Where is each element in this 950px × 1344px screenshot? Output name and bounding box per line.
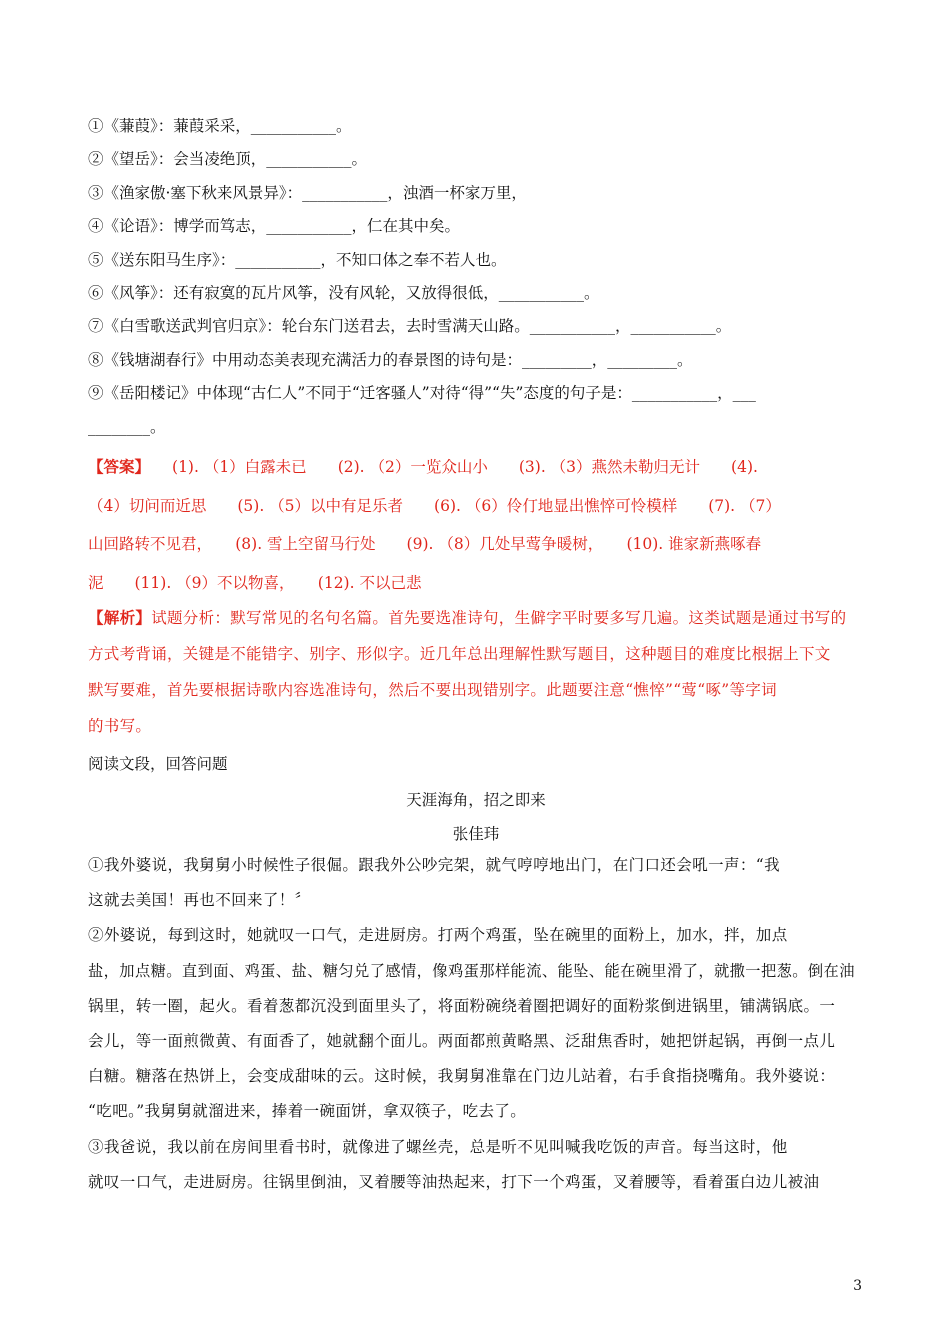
question-3: ③《渔家傲·塞下秋来风景异》：___________，浊酒一杯家万里， <box>88 183 527 202</box>
article-body <box>88 848 864 1200</box>
question-5: ⑤《送东阳马生序》：___________，不知口体之奉不若人也。 <box>88 250 507 269</box>
question-7: ⑦《白雪歌送武判官归京》：轮台东门送君去，去时雪满天山路。___________，___________。 <box>88 317 732 336</box>
answer-tag: 【答案】 <box>88 457 151 476</box>
paragraph-2-line-3: 锅里，转一圈，起火。看着葱都沉没到面里头了，将面粉碗绕着圈把调好的面粉浆倒进锅里，铺满锅底。一 <box>88 996 836 1015</box>
reading-prompt: 阅读文段，回答问题 <box>88 755 228 773</box>
reading-section <box>88 746 864 850</box>
analysis-line-3: 默写要难，首先要根据诗歌内容选准诗句，然后不要出现错别字。此题要注意“憔悴”“莺“啄”等字词 <box>88 681 777 699</box>
analysis-tag: 【解析】 <box>88 608 152 627</box>
paragraph-1-line-2: 这就去美国！再也不回来了！〞 <box>88 891 311 910</box>
question-6: ⑥《风筝》：还有寂寞的瓦片风筝，没有风轮，又放得很低，___________。 <box>88 284 600 303</box>
question-9-line-2: ________。 <box>88 417 166 436</box>
question-2: ②《望岳》：会当凌绝顶，___________。 <box>88 150 368 169</box>
paragraph-2-line-4: 会儿，等一面煎微黄、有面香了，她就翻个面儿。两面都煎黄略黑、泛甜焦香时，她把饼起锅，再倒一点儿 <box>88 1032 836 1051</box>
paragraph-1-line-1: ①我外婆说，我舅舅小时候性子很倔。跟我外公吵完架，就气哼哼地出门，在门口还会吼一声：“我 <box>88 856 781 874</box>
paragraph-2-line-6: “吃吧。”我舅舅就溜进来，捧着一碗面饼，拿双筷子，吃去了。 <box>88 1102 527 1121</box>
answer-block <box>88 448 864 602</box>
analysis-line-4: 的书写。 <box>88 717 152 735</box>
question-1: ①《蒹葭》：蒹葭采采，___________。 <box>88 117 352 135</box>
analysis-line-2: 方式考背诵，关键是不能错字、别字、形似字。近几年总出理解性默写题目，这种题目的难度比根据上下文 <box>88 645 831 663</box>
paragraph-2-line-1: ②外婆说，每到这时，她就叹一口气，走进厨房。打两个鸡蛋，坠在碗里的面粉上，加水，拌，加点 <box>88 926 788 945</box>
paragraph-2-line-5: 白糖。糖落在热饼上，会变成甜味的云。这时候，我舅舅准靠在门边儿站着，右手食指挠嘴角。我外婆说： <box>88 1067 836 1086</box>
question-8: ⑧《钱塘湖春行》中用动态美表现充满活力的春景图的诗句是：_________，_________。 <box>88 350 693 369</box>
question-9-line-1: ⑨《岳阳楼记》中体现“古仁人”不同于“迁客骚人”对待“得”“失”态度的句子是：___________，___ <box>88 384 756 403</box>
answer-line-4: 泥 (11). （9）不以物喜， (12). 不以己悲 <box>88 573 422 592</box>
page-number: 3 <box>853 1278 862 1294</box>
answer-text-1: (1). （1）白露未已 (2). （2）一览众山小 (3). （3）燕然未勒归无计 (4). <box>172 458 758 476</box>
answer-line-2: （4）切问而近思 (5). （5）以中有足乐者 (6). （6）伶仃地显出憔悴可怜模样 (7). （7） <box>88 496 781 515</box>
analysis-block <box>88 600 864 744</box>
article-title: 天涯海角，招之即来 <box>406 791 546 809</box>
answer-line-3: 山回路转不见君， (8). 雪上空留马行处 (9). （8）几处早莺争暖树， (10). 谁家新燕啄春 <box>88 535 762 553</box>
analysis-line-1 <box>88 600 864 636</box>
question-list <box>88 110 864 444</box>
analysis-text-1: 试题分析：默写常见的名句名篇。首先要选准诗句，生僻字平时要多写几遍。这类试题是通过书写的 <box>151 609 847 627</box>
article-author: 张佳玮 <box>452 825 500 843</box>
question-4: ④《论语》：博学而笃志，___________，仁在其中矣。 <box>88 217 461 236</box>
answer-line-1 <box>88 448 864 487</box>
paragraph-3-line-1: ③我爸说，我以前在房间里看书时，就像进了螺丝壳，总是听不见叫喊我吃饭的声音。每当这时，他 <box>88 1137 788 1156</box>
paragraph-2-line-2: 盐，加点糖。直到面、鸡蛋、盐、糖匀兑了感情，像鸡蛋那样能流、能坠、能在碗里滑了，就撒一把葱。倒在油 <box>88 961 855 980</box>
paragraph-3-line-2: 就叹一口气，走进厨房。往锅里倒油，叉着腰等油热起来，打下一个鸡蛋，叉着腰等，看着蛋白边儿被油 <box>88 1172 820 1191</box>
